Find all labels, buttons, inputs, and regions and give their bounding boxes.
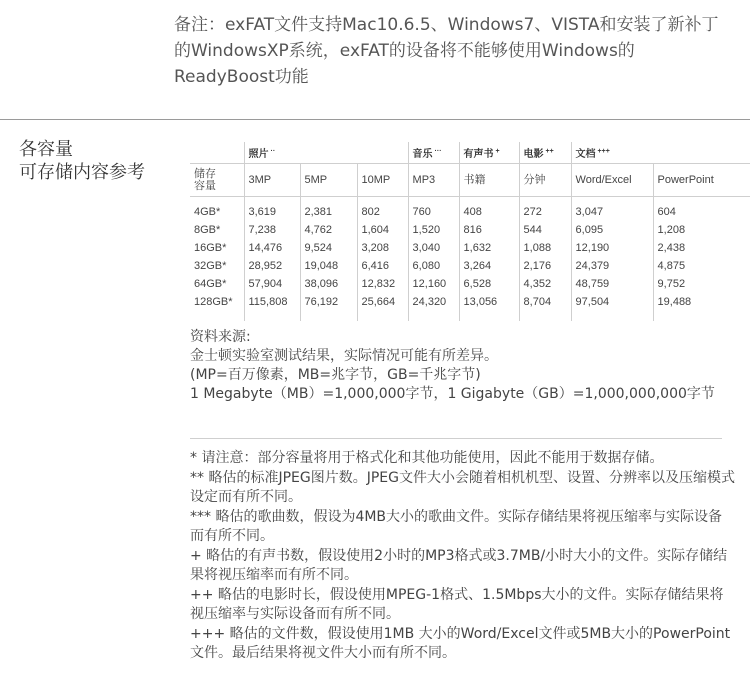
table-cell: 760 [408,197,459,222]
table-cell: 6,528 [459,275,519,293]
table-cell: 3,047 [571,197,653,222]
table-cell: 7,238 [244,221,300,239]
subheader-mp3: MP3 [408,164,459,197]
capacity-cell: 128GB* [194,296,233,308]
table-subheader-row [190,164,750,197]
source-line-2: (MP=百万像素，MB=兆字节，GB=千兆字节) [190,367,481,383]
table-cell: 2,438 [653,239,750,257]
table-cell: 76,192 [300,293,357,321]
table-cell: 28,952 [244,257,300,275]
source-line-1: 金士顿实验室测试结果，实际情况可能有所差异。 [190,348,498,364]
footnote: +++ 略估的文件数，假设使用1MB 大小的Word/Excel文件或5MB大小的PowerPoint文件。最后结果将视文件大小而有所不同。 [190,626,731,661]
notes-divider [190,438,722,439]
capacity-cell: 16GB* [194,242,227,254]
table-cell: 14,476 [244,239,300,257]
table-cell: 408 [459,197,519,222]
table-cell: 24,320 [408,293,459,321]
table-row [190,221,750,239]
table-cell: 12,160 [408,275,459,293]
table-cell: 8,704 [519,293,571,321]
table-cell: 9,752 [653,275,750,293]
source-title: 资料来源: [190,329,251,345]
table-cell: 802 [357,197,408,222]
table-cell: 9,524 [300,239,357,257]
table-cell: 604 [653,197,750,222]
footnote: ** 略估的标准JPEG图片数。JPEG文件大小会随着相机机型、设置、分辨率以及压缩模式设定而有所不同。 [190,470,735,505]
table-group-header-row [190,142,750,164]
capacity-cell: 8GB* [194,224,221,236]
subheader-3mp: 3MP [244,164,300,197]
table-cell: 2,381 [300,197,357,222]
group-header-documents: 文档 +++ [571,142,750,164]
subheader-5mp: 5MP [300,164,357,197]
subheader-powerpoint: PowerPoint [653,164,750,197]
top-note: 备注：exFAT文件支持Mac10.6.5、Windows7、VISTA和安装了新补丁的WindowsXP系统，exFAT的设备将不能够使用Windows的ReadyBoost功能 [174,15,719,87]
section-divider [0,119,750,120]
table-cell: 24,379 [571,257,653,275]
group-header-movies: 电影 ++ [519,142,571,164]
footnote: + 略估的有声书数，假设使用2小时的MP3格式或3.7MB/小时大小的文件。实际存储结果将视压缩率而有所不同。 [190,548,728,583]
table-row [190,239,750,257]
table-cell: 57,904 [244,275,300,293]
table-cell: 816 [459,221,519,239]
table-cell: 13,056 [459,293,519,321]
table-cell: 3,040 [408,239,459,257]
table-cell: 4,875 [653,257,750,275]
subheader-word-excel: Word/Excel [571,164,653,197]
table-cell: 1,088 [519,239,571,257]
table-cell: 3,619 [244,197,300,222]
footnotes [190,449,735,664]
section-title-line1: 各容量 [19,139,73,160]
table-cell: 97,504 [571,293,653,321]
table-cell: 3,208 [357,239,408,257]
table-cell: 48,759 [571,275,653,293]
table-row [190,197,750,222]
table-cell: 19,048 [300,257,357,275]
capacity-cell: 64GB* [194,278,227,290]
capacity-cell: 32GB* [194,260,227,272]
table-cell: 4,352 [519,275,571,293]
table-cell: 1,520 [408,221,459,239]
subheader-books: 书籍 [459,164,519,197]
table-cell: 4,762 [300,221,357,239]
table-cell: 1,632 [459,239,519,257]
footnote: *** 略估的歌曲数，假设为4MB大小的歌曲文件。实际存储结果将视压缩率与实际设备而有所不同。 [190,509,723,544]
subheader-minutes: 分钟 [519,164,571,197]
source-section [190,328,730,404]
section-title [19,138,145,184]
group-header-music: 音乐 ··· [408,142,459,164]
table-cell: 12,832 [357,275,408,293]
capacity-cell: 4GB* [194,206,221,218]
source-line-3: 1 Megabyte（MB）=1,000,000字节，1 Gigabyte（GB）=1,000,000,000字节 [190,386,715,402]
table-cell: 1,208 [653,221,750,239]
section-title-line2: 可存储内容参考 [19,162,145,183]
table-cell: 544 [519,221,571,239]
subheader-10mp: 10MP [357,164,408,197]
table-row [190,257,750,275]
group-header-photos: 照片 ·· [244,142,408,164]
corner-cell [190,142,244,164]
table-row [190,275,750,293]
table-cell: 1,604 [357,221,408,239]
group-header-audiobooks: 有声书 + [459,142,519,164]
table-cell: 19,488 [653,293,750,321]
capacity-header: 储存 容量 [190,164,244,197]
footnote: ++ 略估的电影时长，假设使用MPEG-1格式、1.5Mbps大小的文件。实际存储结果将视压缩率与实际设备而有所不同。 [190,587,724,622]
table-row [190,293,750,321]
table-cell: 272 [519,197,571,222]
table-cell: 6,416 [357,257,408,275]
table-cell: 3,264 [459,257,519,275]
table-cell: 2,176 [519,257,571,275]
table-cell: 25,664 [357,293,408,321]
table-cell: 6,095 [571,221,653,239]
table-cell: 38,096 [300,275,357,293]
footnote: * 请注意：部分容量将用于格式化和其他功能使用，因此不能用于数据存储。 [190,450,664,466]
table-cell: 12,190 [571,239,653,257]
capacity-table [190,142,750,321]
table-cell: 115,808 [244,293,300,321]
table-cell: 6,080 [408,257,459,275]
